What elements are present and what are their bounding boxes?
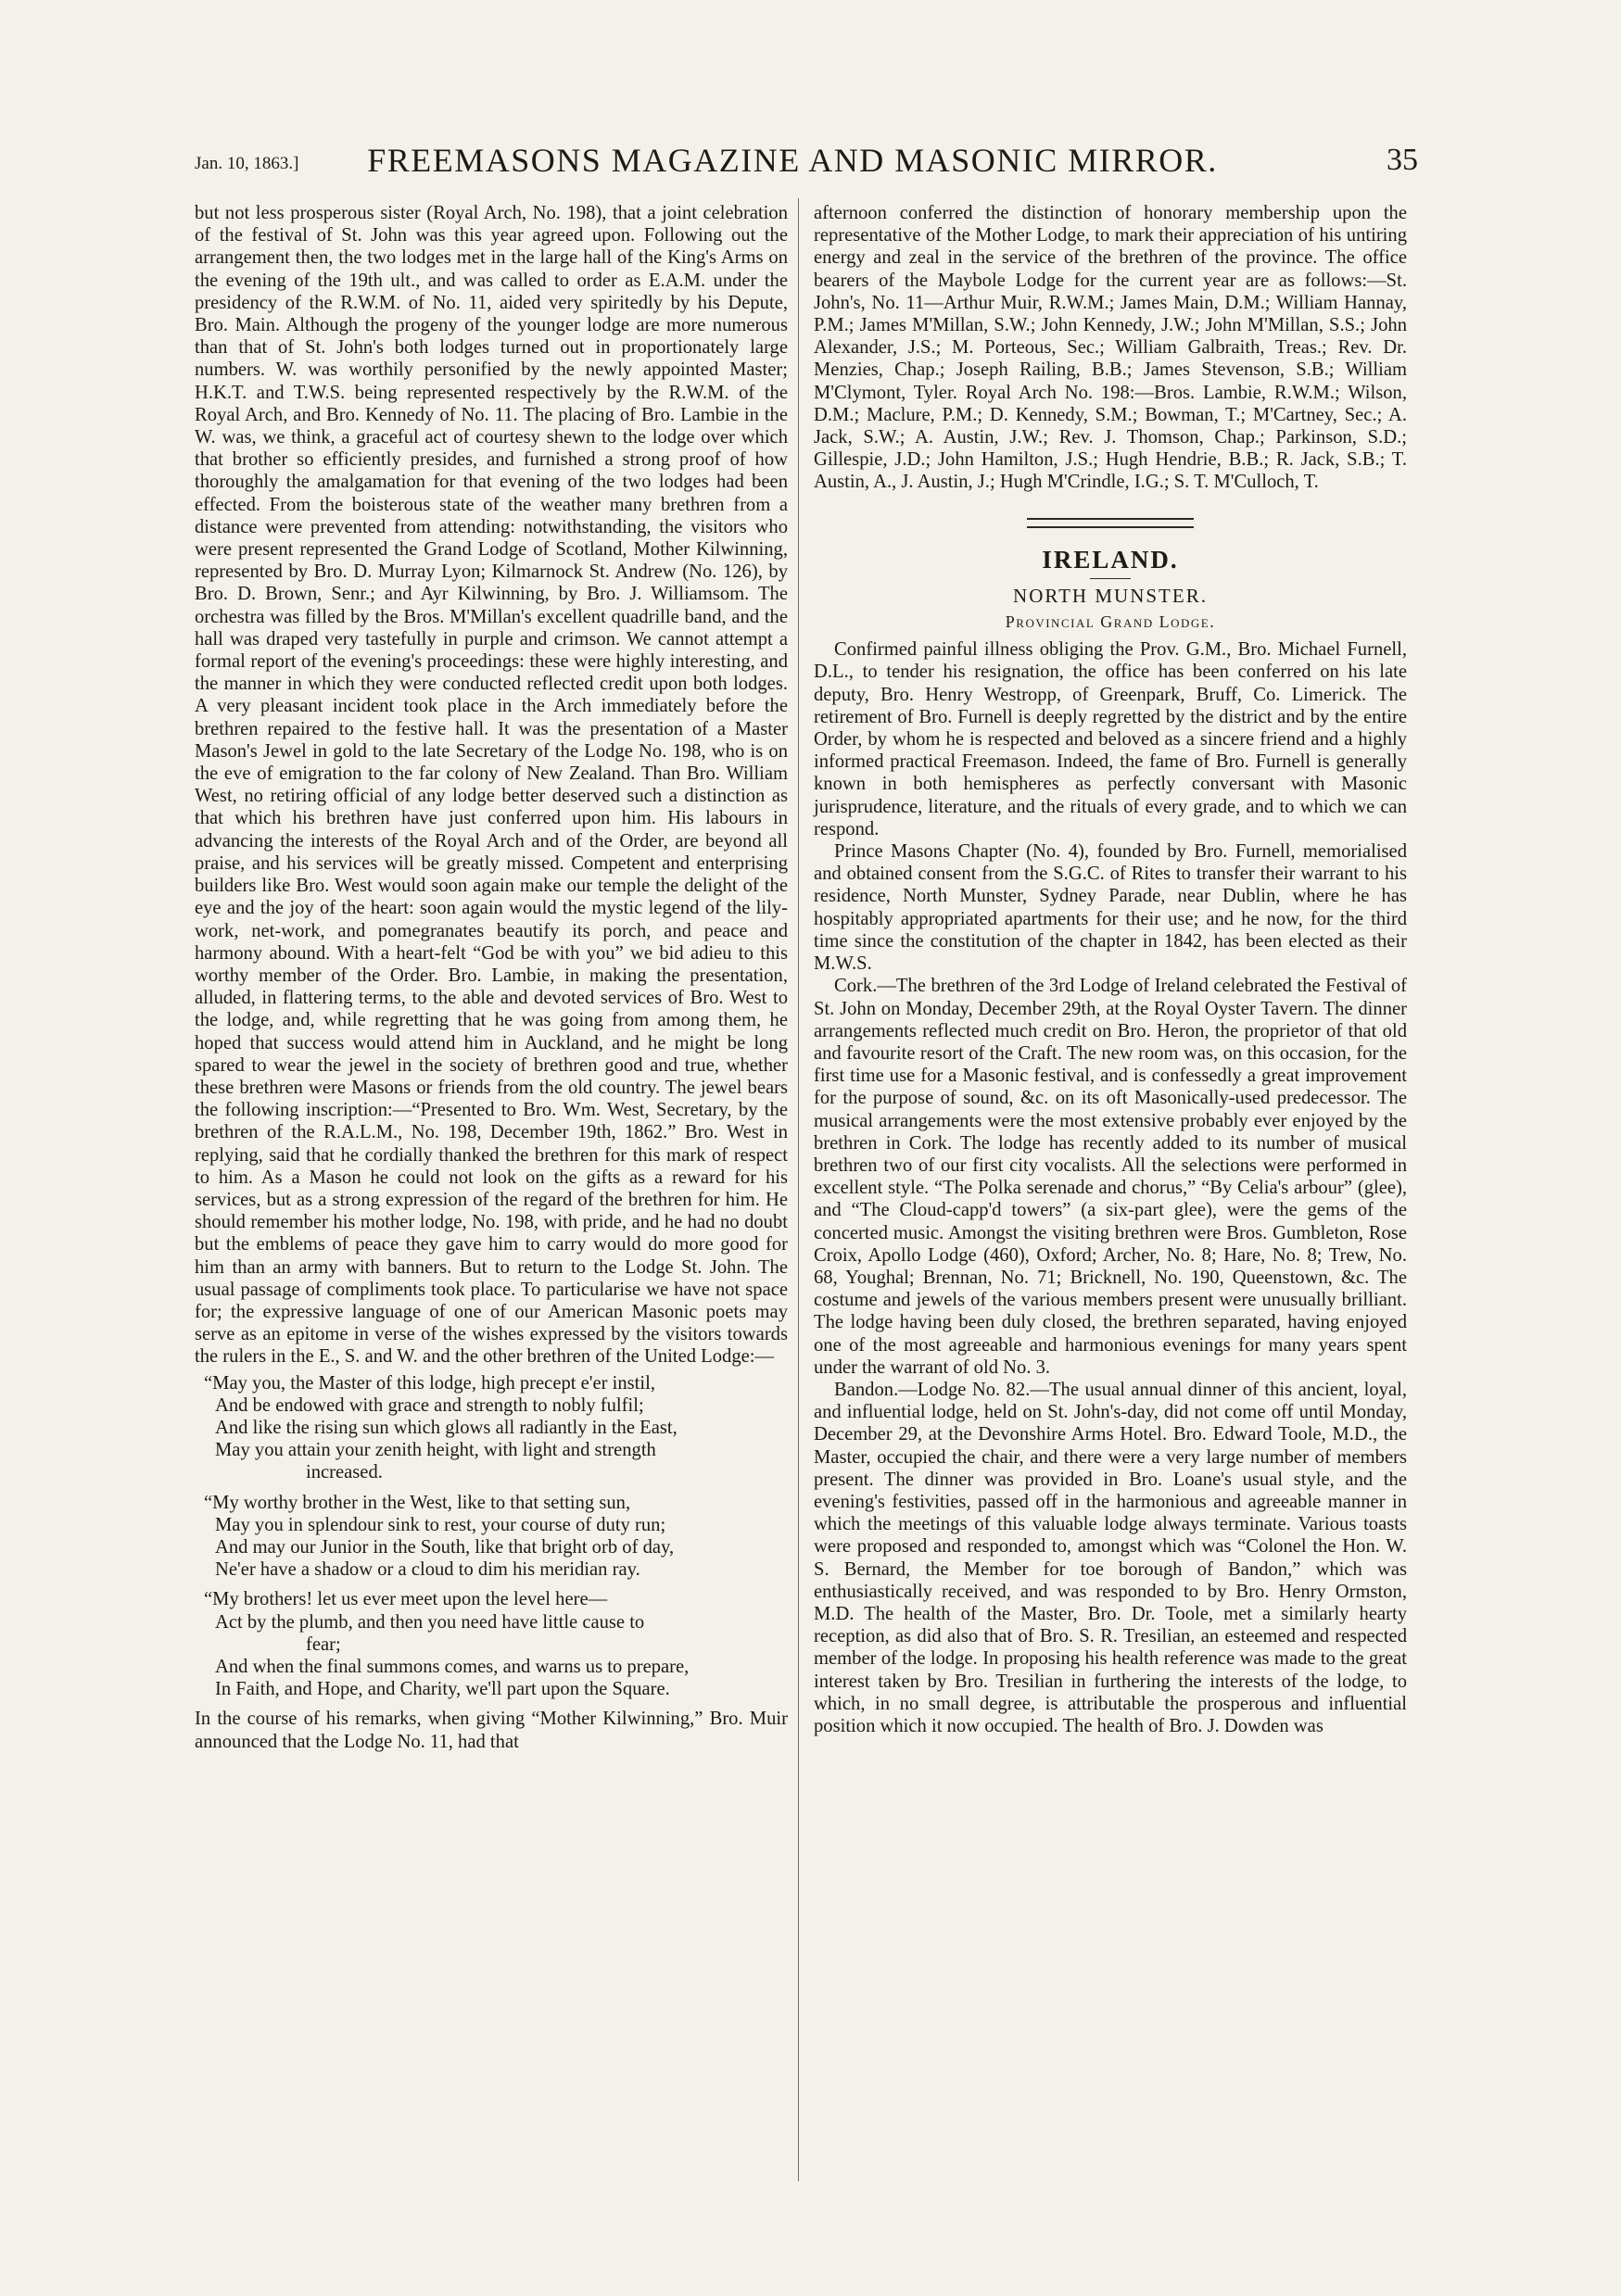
poem-stanza: [195, 1492, 788, 1582]
magazine-title: FREEMASONS MAGAZINE AND MASONIC MIRROR.: [367, 142, 1218, 179]
paragraph: Bandon.—Lodge No. 82.—The usual annual dinner of this ancient, loyal, and influential lodge, held on St. John's-day, did not come off until Monday, December 29, at the Devonshire Arms Hotel. Bro. Edward Toole, M.D., the Master, occupied the chair, and there were a very large number of members present. The dinner was provided in Bro. Loane's usual style, and the evening's festivities, passed off in the harmonious and agreeable manner in which the meetings of this valuable lodge always terminate. Various toasts were proposed and responded to, amongst which was “Colonel the Hon. W. S. Bernard, the Member for toe borough of Bandon,” which was enthusiastically received, and was responded to by Bro. Henry Ormston, M.D. The health of the Master, Bro. Dr. Toole, met a similarly hearty reception, as did also that of Bro. S. R. Tresilian, an esteemed and respected member of the lodge. In proposing his health reference was made to the great interest taken by Bro. Tresilian in furthering the interests of the lodge, to which, in no small degree, is attributable the prosperous and influential position which it now occupied. The health of Bro. J. Dowden was: [814, 1379, 1407, 1736]
poem-line: “My worthy brother in the West, like to that setting sun,: [204, 1492, 631, 1513]
page-number: 35: [1387, 143, 1418, 177]
poem-line: May you attain your zenith height, with light and strength: [215, 1440, 656, 1461]
paragraph: but not less prosperous sister (Royal Arch, No. 198), that a joint celebration of the festival of St. John was this year agreed upon. Following out the arrangement then, the two lodges met in the large hall of the King's Arms on the evening of the 19th ult., and was called to order as E.A.M. under the presidency of the R.W.M. of No. 11, aided very spiritedly by his Depute, Bro. Main. Although the progeny of the younger lodge are more numerous than that of St. John's both lodges turned out in proportionately large numbers. W. was worthily personified by the newly appointed Master; H.K.T. and T.W.S. being represented respectively by the R.W.M. of the Royal Arch, and Bro. Kennedy of No. 11. The placing of Bro. Lambie in the W. was, we think, a graceful act of courtesy shewn to the lodge over which that brother so efficiently presides, and furnished a strong proof of how thoroughly the amalgamation for that evening of the two lodges had been effected. From the boisterous state of the weather many brethren from a distance were prevented from attending: notwithstanding, the visitors who were present represented the Grand Lodge of Scotland, Mother Kilwinning, represented by Bro. D. Murray Lyon; Kilmarnock St. Andrew (No. 126), by Bro. D. Brown, Senr.; and Ayr Kilwinning, by Bro. J. Williamsom. The orchestra was filled by the Bros. M'Millan's excellent quadrille band, and the hall was draped very tastefully in purple and crimson. We cannot attempt a formal report of the evening's proceedings: these were highly interesting, and the manner in which they were conducted reflected credit upon both lodges. A very pleasant incident took place in the Arch immediately before the brethren repaired to the festive hall. It was the presentation of a Master Mason's Jewel in gold to the late Secretary of the Lodge No. 198, who is on the eve of emigration to the far colony of New Zealand. Than Bro. William West, no retiring official of any lodge better deserved such a distinction as that which his brethren have just conferred upon him. His labours in advancing the interests of the Royal Arch and of the Order, are beyond all praise, and his services will be greatly missed. Competent and enterprising builders like Bro. West would soon again make our temple the delight of the eye and the joy of the heart: soon again would the mystic legend of the lily-work, net-work, and pomegranates beautify its porch, and peace and harmony abound. With a heart-felt “God be with you” we bid adieu to this worthy member of the Order. Bro. Lambie, in making the presentation, alluded, in flattering terms, to the able and devoted services of Bro. West to the lodge, and, while regretting that he was going from among them, he hoped that success would attend him in Auckland, and he might be long spared to wear the jewel in the society of brethren good and true, whether these brethren were Masons or friends from the old country. The jewel bears the following inscription:—“Presented to Bro. Wm. West, Secretary, by the brethren of the R.A.L.M., No. 198, December 19th, 1862.” Bro. West in replying, said that he cordially thanked the brethren for this mark of respect to him. As a Mason he could not look on the gifts as a reward for his services, but as a strong expression of the regard of the brethren for him. He should remember his mother lodge, No. 198, with pride, and he had no doubt but the emblems of peace they gave him to carry would do more good for him than an army with banners. But to return to the Lodge St. John. The usual passage of compliments took place. To particularise we have not space for; the expressive language of one of our American Masonic poets may serve as an epitome in verse of the wishes expressed by the visitors towards the rulers in the E., S. and W. and the other brethren of the United Lodge:—: [195, 203, 788, 1368]
paragraph: afternoon conferred the distinction of honorary membership upon the representative of the Mother Lodge, to mark their appreciation of his untiring energy and zeal in the service of the brethren of the province. The office bearers of the Maybole Lodge for the current year are as follows:—St. John's, No. 11—Arthur Muir, R.W.M.; James Main, D.M.; William Hannay, P.M.; James M'Millan, S.W.; John Kennedy, J.W.; John M'Millan, S.S.; John Alexander, J.S.; M. Porteous, Sec.; William Galbraith, Treas.; Rev. Dr. Menzies, Chap.; Joseph Railing, B.B.; James Stevenson, S.B.; William M'Clymont, Tyler. Royal Arch No. 198:—Bros. Lambie, R.W.M.; Wilson, D.M.; Maclure, P.M.; D. Kennedy, S.M.; Bowman, T.; M'Cartney, Sec.; A. Jack, S.W.; A. Austin, J.W.; Rev. J. Thomson, Chap.; Parkinson, S.D.; Gillespie, J.D.; John Hamilton, J.S.; Hugh Hendrie, B.B.; R. Jack, S.B.; T. Austin, A., J. Austin, J.; Hugh M'Crindle, I.G.; S. T. M'Culloch, T.: [814, 203, 1407, 493]
poem-line: And when the final summons comes, and warns us to prepare,: [215, 1657, 690, 1677]
poem-line: “My brothers! let us ever meet upon the level here—: [204, 1589, 608, 1610]
poem-stanza: [195, 1588, 788, 1700]
poem-line: increased.: [306, 1462, 383, 1483]
section-title: IRELAND.: [1042, 545, 1179, 574]
paragraph: Cork.—The brethren of the 3rd Lodge of Ireland celebrated the Festival of St. John on Monday, December 29th, at the Royal Oyster Tavern. The dinner arrangements reflected much credit on Bro. Heron, the proprietor of that old and favourite resort of the Craft. The new room was, on this occasion, for the first time use for a Masonic festival, and is confessedly a great improvement for the purpose of sound, &c. on its oft Masonically-used predecessor. The musical arrangements were the most extensive probably ever enjoyed by the brethren in Cork. The lodge has recently added to its number of musical brethren two of our first city vocalists. All the selections were performed in excellent style. “The Polka serenade and chorus,” “By Celia's arbour” (glee), and “The Cloud-capp'd towers” (a six-part glee), were the gems of the concerted music. Amongst the visiting brethren were Bros. Gumbleton, Rose Croix, Apollo Lodge (460), Oxford; Archer, No. 8; Hare, No. 8; Trew, No. 68, Youghal; Brennan, No. 71; Bricknell, No. 190, Queenstown, &c. The costume and jewels of the various members present were unusually brilliant. The lodge having been duly closed, the brethren separated, having enjoyed one of the most agreeable and harmonious evenings for many years spent under the warrant of old No. 3.: [814, 976, 1407, 1378]
section-subheading: NORTH MUNSTER.: [1013, 584, 1208, 607]
poem-line: Ne'er have a shadow or a cloud to dim his meridian ray.: [215, 1559, 640, 1581]
poem-line: “May you, the Master of this lodge, high precept e'er instil,: [204, 1372, 655, 1394]
paragraph: Prince Masons Chapter (No. 4), founded by Bro. Furnell, memorialised and obtained consent from the S.G.C. of Rites to transfer their warrant to his residence, North Munster, Sydney Parade, near Dublin, where he has hospitably appropriated apartments for their use; and he now, for the third time since the constitution of the chapter in 1842, has been elected as their M.W.S.: [814, 841, 1407, 975]
poem-line: fear;: [306, 1634, 341, 1655]
poem-line: May you in splendour sink to rest, your course of duty run;: [215, 1514, 666, 1535]
section-divider: [1027, 518, 1194, 528]
poem-stanza: [195, 1372, 788, 1484]
paragraph: Confirmed painful illness obliging the Prov. G.M., Bro. Michael Furnell, D.L., to tender his resignation, the office has been conferred on his late deputy, Bro. Henry Westropp, of Greenpark, Bruff, Co. Limerick. The retirement of Bro. Furnell is deeply regretted by the district and by the entire Order, by whom he is respected and beloved as a sincere friend and a highly informed practical Freemason. Indeed, the fame of Bro. Furnell is generally known in both hemispheres as perfectly conversant with Masonic jurisprudence, literature, and the rituals of every grade, and to which we can respond.: [814, 639, 1407, 839]
left-column: [195, 202, 788, 1753]
issue-date: Jan. 10, 1863.]: [195, 154, 299, 173]
poem: [195, 1372, 788, 1701]
poem-line: In Faith, and Hope, and Charity, we'll part upon the Square.: [215, 1679, 670, 1700]
section-subsubheading: Provincial Grand Lodge.: [1005, 612, 1216, 632]
short-divider: [1090, 578, 1131, 579]
paragraph: In the course of his remarks, when giving “Mother Kilwinning,” Bro. Muir announced that the Lodge No. 11, had that: [195, 1709, 788, 1752]
poem-line: Act by the plumb, and then you need have little cause to: [215, 1611, 645, 1633]
page-header: [195, 141, 1418, 185]
poem-line: And may our Junior in the South, like that bright orb of day,: [215, 1536, 675, 1558]
poem-line: And be endowed with grace and strength to nobly fulfil;: [215, 1394, 644, 1416]
right-column: [814, 202, 1407, 1737]
poem-line: And like the rising sun which glows all radiantly in the East,: [215, 1417, 678, 1438]
column-divider: [798, 198, 799, 2181]
